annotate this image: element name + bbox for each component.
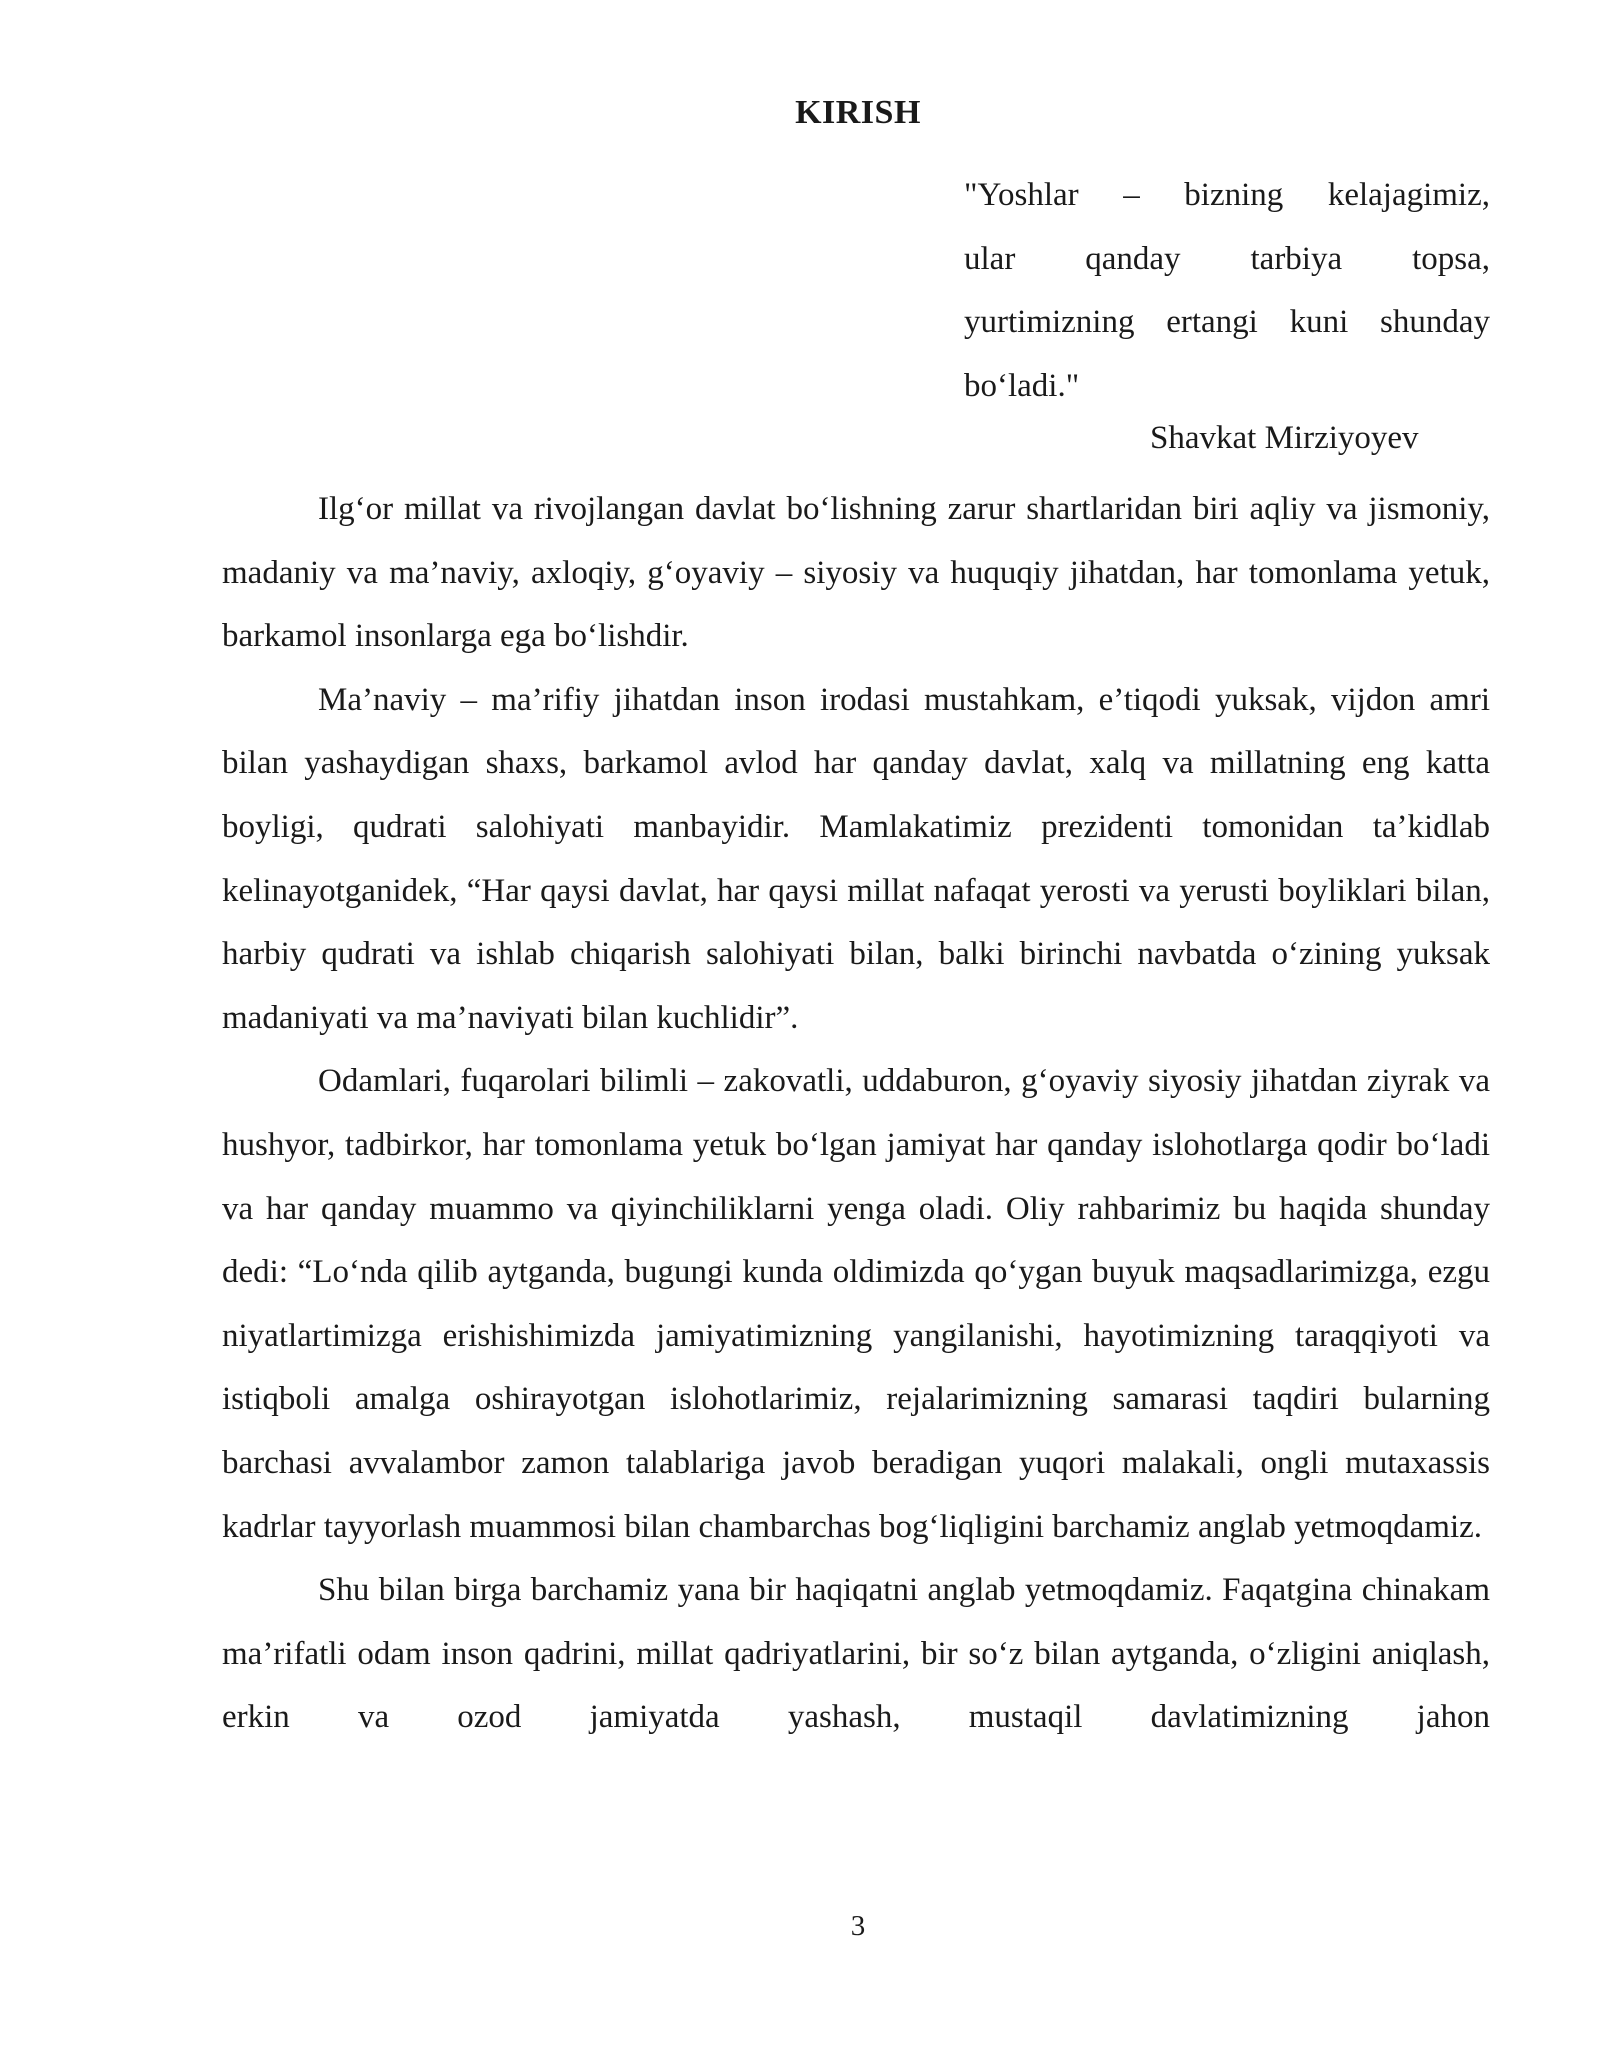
paragraph-1: Ilg‘or millat va rivojlangan davlat bo‘lishning zarur shartlaridan biri aqliy va jismoniy, madaniy va ma’naviy, axloqiy, g‘oyaviy – siyosiy va huquqiy jihatdan, har tomonlama yetuk, barkamol insonlarga ega bo‘lishdir. [222,491,1490,655]
page-number: 3 [850,1910,866,1942]
paragraph-4: Shu bilan birga barchamiz yana bir haqiqatni anglab yetmoqdamiz. Faqatgina chinakam ma’rifatli odam inson qadrini, millat qadriyatlarini, bir so‘z bilan aytganda, o‘zligini aniqlash, erkin va ozod jamiyatda yashash, mustaqil davlatimizning jahon [222,1572,1490,1736]
epigraph-line: yurtimizning ertangi kuni shunday [964,304,1490,340]
epigraph-author: Shavkat Mirziyoyev [1150,420,1419,456]
body-text [222,478,1490,1750]
epigraph-quote [964,164,1490,418]
paragraph-2: Ma’naviy – ma’rifiy jihatdan inson irodasi mustahkam, e’tiqodi yuksak, vijdon amri bilan yashaydigan shaxs, barkamol avlod har qanday davlat, xalq va millatning eng katta boyligi, qudrati salohiyati manbayidir. Mamlakatimiz prezidenti tomonidan ta’kidlab kelinayotganidek, “Har qaysi davlat, har qaysi millat nafaqat yerosti va yerusti boyliklari bilan, harbiy qudrati va ishlab chiqarish salohiyati bilan, balki birinchi navbatda o‘zining yuksak madaniyati va ma’naviyati bilan kuchlidir”. [222,681,1490,1036]
epigraph-line: bo‘ladi." [964,367,1080,404]
section-title: KIRISH [795,94,921,131]
epigraph-line: "Yoshlar – bizning kelajagimiz, [964,177,1490,213]
epigraph-line: ular qanday tarbiya topsa, [964,240,1490,277]
paragraph-3: Odamlari, fuqarolari bilimli – zakovatli, uddaburon, g‘oyaviy siyosiy jihatdan ziyrak va hushyor, tadbirkor, har tomonlama yetuk bo‘lgan jamiyat har qanday islohotlarga qodir bo‘ladi va har qanday muammo va qiyinchiliklarni yenga oladi. Oliy rahbarimiz bu haqida shunday dedi: “Lo‘nda qilib aytganda, bugungi kunda oldimizda qo‘ygan buyuk maqsadlarimizga, ezgu niyatlartimizga erishishimizda jamiyatimizning yangilanishi, hayotimizning taraqqiyoti va istiqboli amalga oshirayotgan islohotlarimiz, rejalarimizning samarasi taqdiri bularning barchasi avvalambor zamon talablariga javob beradigan yuqori malakali, ongli mutaxassis kadrlar tayyorlash muammosi bilan chambarchas bog‘liqligini barchamiz anglab yetmoqdamiz. [222,1063,1490,1545]
